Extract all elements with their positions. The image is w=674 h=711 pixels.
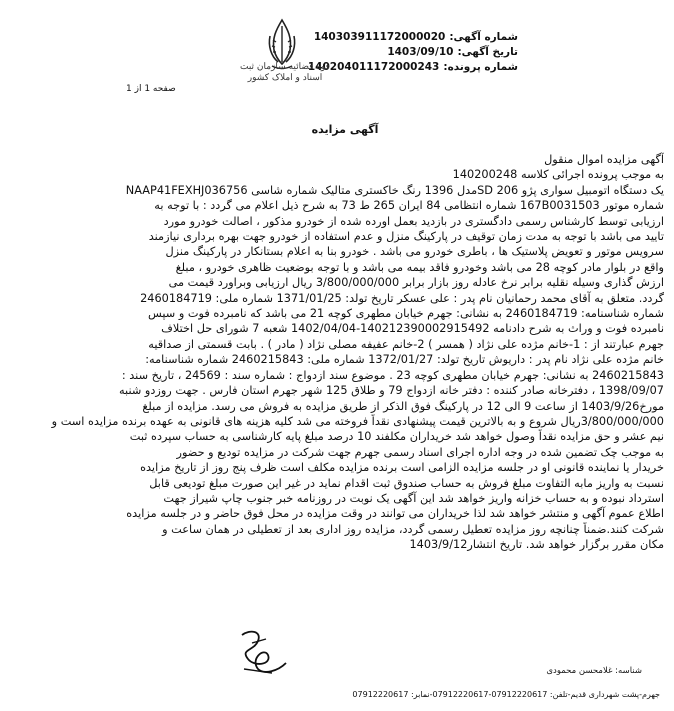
notice-line: شماره موتور 167B0031503 شماره انتظامی 84 ایران 265 ط 73 به شرح ذیل اعلام می گردد : با توجه به: [154, 199, 664, 213]
notice-line: به موجب پرونده اجرائی کلاسه 140200248: [452, 168, 664, 182]
case-number-label: شماره پرونده:: [443, 61, 518, 73]
notice-line: نسبت به واریز مابه التفاوت مبلغ فروش به حساب صندوق ثبت اقدام نماید در غیر این صورت مبلغ تودیعی قابل: [149, 476, 664, 490]
ad-date: 1403/09/10: [387, 46, 454, 58]
ad-date-row: [278, 45, 518, 60]
notice-line: 2460215843 به نشانی: جهرم خیابان مطهری کوچه 23 . موضوع سند ازدواج : شماره سند : 24569 ، تاریخ سند :: [121, 368, 664, 382]
notice-line: ارزیابی توسط کارشناس رسمی دادگستری در بازدید بعمل اورده شده از خودرو مذکور ، اصالت خودرو مورد: [163, 214, 664, 228]
notice-title: آگهی مزایده: [311, 123, 379, 136]
signature-id: شناسه: غلامحسن محمودی: [546, 666, 642, 676]
notice-line: خانم مژده علی نژاد نام پدر : داریوش تاریخ تولد: 1372/01/27 شماره ملی: 2460215843 شماره شناسنامه:: [145, 353, 664, 367]
notice-line: جهرم عبارتند از : 1-خانم مژده علی نژاد ( همسر ) 2-خانم عفیفه مصلی نژاد ( مادر ) . بابت قسمتی از صداقیه: [148, 337, 664, 351]
notice-line: به موجب چک تضمین شده در وجه اداره اجرای اسناد رسمی جهرم جهت شرکت در مزایده تودیع و حضور: [176, 445, 664, 459]
office-address: جهرم-پشت شهرداری قدیم-تلفن: 07912220617-07912220617-نمابر: 07912220617: [352, 690, 660, 699]
notice-line: مکان مقرر برگزار خواهد شد. تاریخ انتشار1403/9/12: [409, 538, 664, 552]
notice-line: شماره شناسنامه: 2460184719 به نشانی: جهرم خیابان مطهری کوچه 21 می باشد که نامبرده فوت و سپس: [147, 307, 664, 321]
organization-name: قوه قضائیه سازمان ثبت اسناد و املاک کشور: [239, 62, 330, 83]
notice-line: آگهی مزایده اموال منقول: [544, 153, 664, 166]
notice-line: گردد. متعلق به آقای محمد رحمانیان نام پدر : علی عسکر تاریخ تولد: 1371/01/25 شماره ملی: 2460184719: [140, 291, 664, 305]
notice-line: 1398/09/07 ، دفترخانه صادر کننده : دفتر خانه ازدواج 79 و طلاق 125 شهر جهرم استان فارس . جهت روزدو شنبه: [118, 384, 664, 398]
notice-line: سرویس موتور و تعویض پلاستیک ها ، باطری خودرو می باشد . خودرو بنا به اعلام بستانکار در پارکینگ منزل: [165, 245, 664, 259]
notice-line: استرداد نبوده و به حساب خزانه واریز خواهد شد این آگهی یک نوبت در روزنامه خبر جنوب چاپ شیراز جهت: [163, 491, 664, 505]
notice-line: اطلاع عموم آگهی و منتشر خواهد شد لذا خریداران می توانند در وقت مزایده در محل فوق حاضر و در جلسه مزایده: [126, 507, 664, 521]
notice-line: 3/800/000/000ریال شروع و به بالاترین قیمت پیشنهادی نقداً فروخته می شد کلیه هزینه های قانونی به عهده برنده مزایده است و: [51, 414, 664, 428]
page-indicator: صفحه 1 از 1: [126, 84, 176, 94]
notice-line: خریدار یا نماینده قانونی او در جلسه مزایده الزامی است برنده مزایده مکلف است ظرف پنج روز از تاریخ مزایده: [140, 461, 664, 475]
ad-number: 140303911172000020: [313, 31, 446, 43]
case-number: 140204011172000243: [307, 61, 440, 73]
ad-number-label: شماره آگهی:: [449, 31, 518, 43]
notice-line: مورخ1403/9/26 از ساعت 9 الی 12 در پارکینگ فوق الذکر از طریق مزایده به فروش می رسد. مزایده از مبلغ: [142, 399, 664, 413]
notice-line: ارزش گذاری وسیله نقلیه برابر نرخ عادله روز بازار برابر 3/800/000/000 ریال ارزیابی وبراورد قیمت می: [168, 276, 664, 290]
notice-line: شرکت کنند.ضمناً چنانچه روز مزایده تعطیل رسمی گردد، مزایده روز اداری بعد از تعطیلی در همان ساعت و: [162, 522, 664, 536]
ad-number-row: [278, 30, 518, 45]
notice-line: نیم عشر و حق مزایده نقداً وصول خواهد شد خریداران مکلفند 10 درصد مبلغ پایه کارشناسی به حساب سپرده ثبت: [129, 430, 664, 444]
notice-line: نامبرده فوت و وراث به شرح دادنامه 140212390002915492-1402/04/04 شعبه 7 شورای حل اختلاف: [161, 322, 664, 336]
notice-body: [4, 152, 664, 553]
notice-line: یک دستگاه اتومبیل سواری پژو 206 SDمدل 1396 رنگ خاکستری متالیک شماره شاسی NAAP41FEXHJ036756: [125, 183, 664, 197]
notice-line: تایید می باشد با توجه به مدت زمان توقیف در پارکینگ منزل و عدم استفاده از خودرو جهت بهره برداری نیازمند: [148, 230, 664, 244]
notice-line: واقع در بلوار مادر کوچه 28 می باشد وخودرو فاقد بیمه می باشد و با توجه بوضعیت ظاهری خودرو ، مبلغ: [175, 260, 664, 274]
ad-date-label: تاریخ آگهی:: [457, 46, 518, 58]
